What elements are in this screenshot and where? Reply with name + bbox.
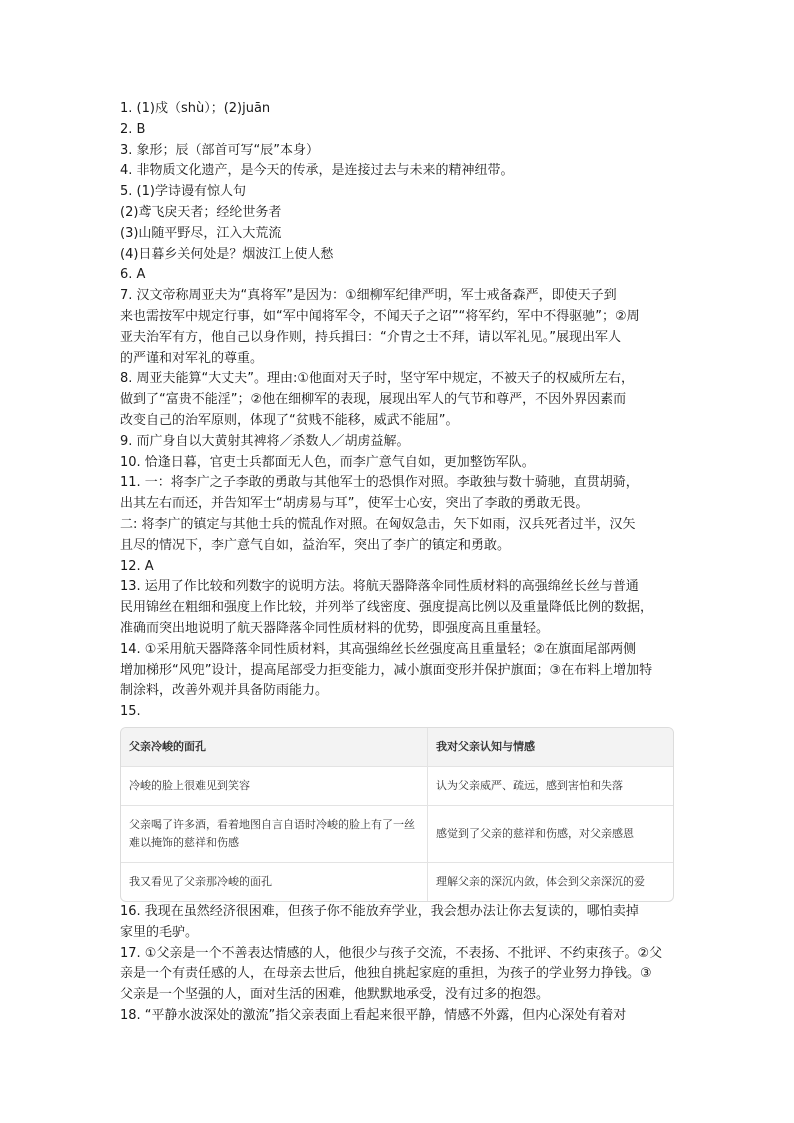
answer-line: 3. 象形；辰（部首可写“辰”本身） [120,142,320,158]
answer-item [120,141,676,162]
answer-15-table [120,727,674,902]
answer-item [120,902,676,944]
table-row [121,805,673,862]
answer-item [120,702,676,723]
answer-line: 7. 汉文帝称周亚夫为“真将军”是因为：①细柳军纪律严明，军士戒备森严，即使天子到 [120,288,617,304]
answer-item [120,161,676,182]
answer-line: (3)山随平野尽，江入大荒流 [120,225,282,241]
table-cell: 认为父亲威严、疏远，感到害怕和失落 [428,766,674,805]
table-row [121,766,673,805]
answer-line: 15. [120,704,141,720]
answer-item [120,203,676,224]
table-cell: 冷峻的脸上很难见到笑容 [121,766,428,805]
answer-line: 17. ①父亲是一个不善表达情感的人，他很少与孩子交流，不表扬、不批评、不约束孩子。②父 [120,945,663,961]
answer-item [120,577,676,639]
answer-line: 的严谨和对军礼的尊重。 [120,350,264,366]
answer-line: 10. 恰逢日暮，官吏士兵都面无人色，而李广意气自如，更加整饬军队。 [120,454,535,470]
answer-line: 6. A [120,267,146,283]
answer-line: 13. 运用了作比较和列数字的说明方法。将航天器降落伞同性质材料的高强绵丝长丝与普通 [120,579,639,595]
answer-line: 父亲是一个坚强的人，面对生活的困难，他默默地承受，没有过多的抱怨。 [120,987,550,1003]
answer-line: 11. 一：将李广之子李敢的勇敢与其他军士的恐惧作对照。李敢独与数十骑驰，直贯胡骑， [120,475,639,491]
answer-line: 9. 而广身自以大黄射其裨将／杀数人／胡虏益解。 [120,433,410,449]
answer-line: (4)日暮乡关何处是？烟波江上使人愁 [120,246,334,262]
answer-line: (2)鸢飞戾天者；经纶世务者 [120,204,282,220]
answer-line: 准确而突出地说明了航天器降落伞同性质材料的优势，即强度高且重量轻。 [120,620,550,636]
answers-list [120,99,676,723]
answer-line: 亚夫治军有方，他自己以身作则，持兵揖曰：“介胄之士不拜，请以军礼见。”展现出军人 [120,329,621,345]
answer-line: 亲是一个有责任感的人，在母亲去世后，他独自挑起家庭的重担，为孩子的学业努力挣钱。③ [120,966,652,982]
answer-line: 18. “平静水波深处的激流”指父亲表面上看起来很平静，情感不外露，但内心深处有着对 [120,1007,627,1023]
answer-line: 12. A [120,558,154,574]
answer-sheet [120,99,676,1027]
answer-item [120,286,676,369]
answer-item [120,120,676,141]
answer-line: 5. (1)学诗谩有惊人句 [120,184,246,200]
answer-item [120,640,676,702]
answer-line: 增加梯形“风兜”设计，提高尾部受力拒变能力，减小旗面变形并保护旗面；③在布料上增加特 [120,662,653,678]
table-header-cell: 父亲冷峻的面孔 [121,728,428,767]
answer-line: 1. (1)戍（shù）；(2)juān [120,101,271,116]
answer-line: 8. 周亚夫能算“大丈夫”。理由:①他面对天子时，坚守军中规定，不被天子的权威所左右， [120,371,635,387]
table-cell: 理解父亲的深沉内敛，体会到父亲深沉的爱 [428,862,674,901]
answer-item [120,265,676,286]
answer-line: 做到了“富贵不能淫”；②他在细柳军的表现，展现出军人的气节和尊严，不因外界因素而 [120,392,627,408]
answer-item [120,453,676,474]
answer-item [120,245,676,266]
answer-item [120,1006,676,1027]
answer-line: 4. 非物质文化遗产，是今天的传承，是连接过去与未来的精神纽带。 [120,163,514,179]
answer-item [120,182,676,203]
answer-item [120,944,676,1006]
answer-line: 改变自己的治军原则，体现了“贫贱不能移，威武不能屈”。 [120,412,459,428]
answer-item [120,557,676,578]
answer-line: 来也需按军中规定行事，如“军中闻将军令，不闻天子之诏”“将军约，军中不得驱驰”；②周 [120,308,640,324]
answer-item [120,473,676,556]
answers-list-continued [120,902,676,1027]
table-header-cell: 我对父亲认知与情感 [428,728,674,767]
table-cell: 我又看见了父亲那冷峻的面孔 [121,862,428,901]
answer-item [120,432,676,453]
table-cell: 感觉到了父亲的慈祥和伤感，对父亲感恩 [428,805,674,862]
answer-line: 14. ①采用航天器降落伞同性质材料，其高强绵丝长丝强度高且重量轻；②在旗面尾部两侧 [120,641,637,657]
answer-line: 制涂料，改善外观并具备防雨能力。 [120,683,329,699]
answer-line: 出其左右而还，并告知军士“胡虏易与耳”，使军士心安，突出了李敢的勇敢无畏。 [120,496,589,512]
table-header-row [121,728,673,767]
answer-line: 16. 我现在虽然经济很困难，但孩子你不能放弃学业，我会想办法让你去复读的，哪怕卖掉 [120,903,639,919]
table-cell: 父亲喝了许多酒，看着地图自言自语时冷峻的脸上有了一丝难以掩饰的慈祥和伤感 [121,805,428,862]
table-row [121,862,673,901]
answer-item [120,369,676,431]
answer-line: 2. B [120,121,146,137]
answer-item [120,224,676,245]
answer-line: 二: 将李广的镇定与其他士兵的慌乱作对照。在匈奴急击，矢下如雨，汉兵死者过半，汉矢 [120,516,636,532]
answer-line: 且尽的情况下，李广意气自如，益治军，突出了李广的镇定和勇敢。 [120,537,511,553]
answer-line: 民用锦丝在粗细和强度上作比较，并列举了线密度、强度提高比例以及重量降低比例的数据， [120,600,654,616]
answer-item [120,99,676,120]
answer-line: 家里的毛驴。 [120,924,199,940]
